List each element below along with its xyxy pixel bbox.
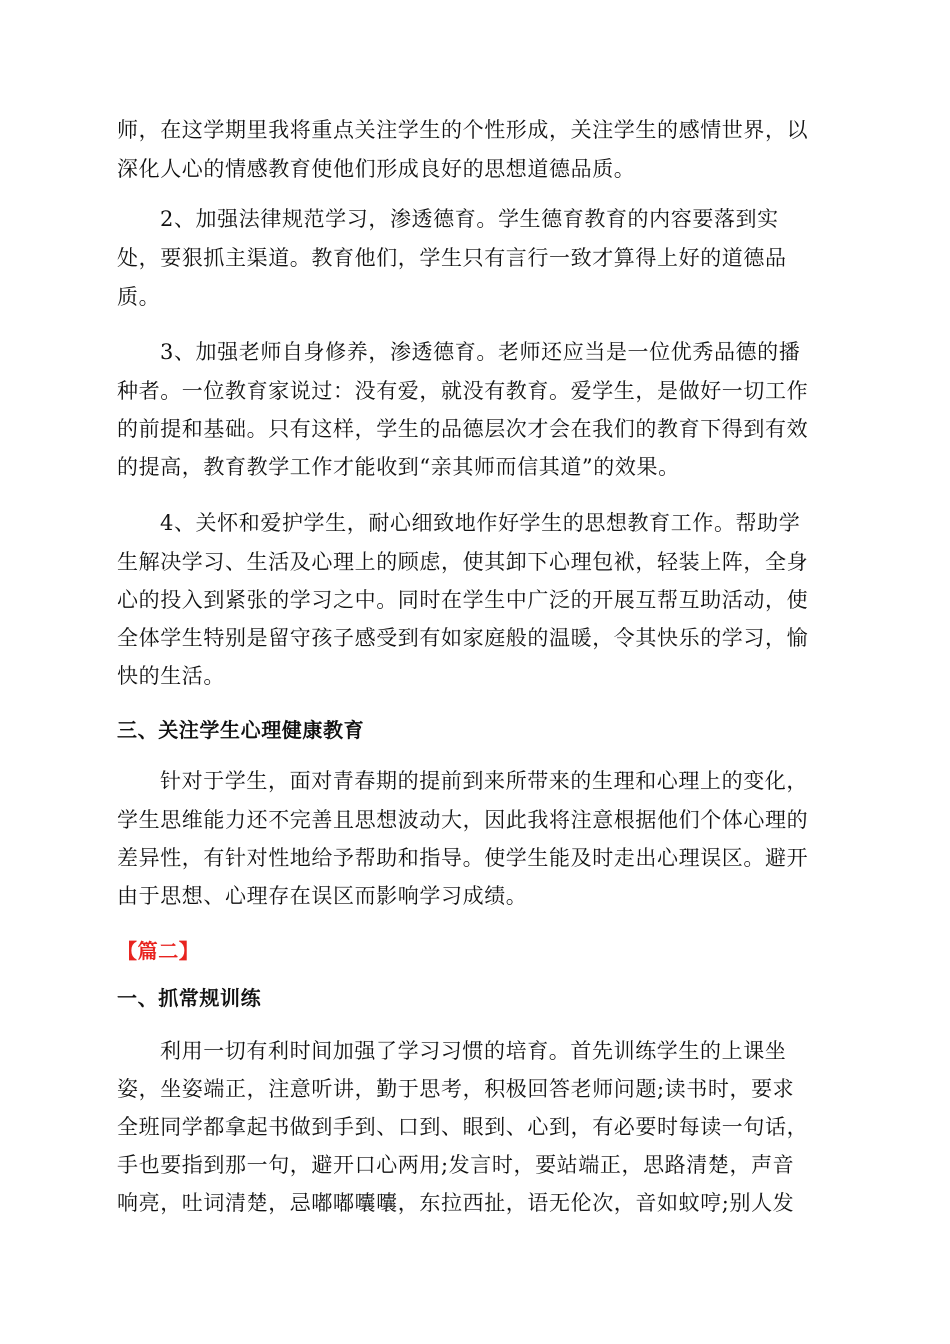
text-line: 生解决学习、生活及心理上的顾虑，使其卸下心理包袱，轻装上阵，全身 [117, 550, 809, 574]
text-line: 针对于学生，面对青春期的提前到来所带来的生理和心理上的变化， [160, 769, 808, 793]
text-line: 心的投入到紧张的学习之中。同时在学生中广泛的开展互帮互助活动，使 [117, 588, 809, 612]
text-line: 的前提和基础。只有这样，学生的品德层次才会在我们的教育下得到有效 [117, 417, 809, 441]
text-line: 的提高，教育教学工作才能收到“亲其师而信其道”的效果。 [117, 455, 680, 479]
text-line: 响亮，吐词清楚，忌嘟嘟囔囔，东拉西扯，语无伦次，音如蚊哼;别人发 [117, 1191, 795, 1215]
text-line: 深化人心的情感教育使他们形成良好的思想道德品质。 [117, 157, 636, 181]
text-line: 差异性，有针对性地给予帮助和指导。使学生能及时走出心理误区。避开 [117, 846, 809, 870]
text-line: 由于思想、心理存在误区而影响学习成绩。 [117, 884, 528, 908]
text-line: 种者。一位教育家说过：没有爱，就没有教育。爱学生，是做好一切工作 [117, 379, 809, 403]
text-line: 4、关怀和爱护学生，耐心细致地作好学生的思想教育工作。帮助学 [160, 511, 801, 535]
text-line: 利用一切有利时间加强了学习习惯的培育。首先训练学生的上课坐 [160, 1039, 787, 1063]
text-line: 全班同学都拿起书做到手到、口到、眼到、心到，有必要时每读一句话， [117, 1115, 809, 1139]
text-line: 3、加强老师自身修养，渗透德育。老师还应当是一位优秀品德的播 [160, 340, 801, 364]
text-line: 姿，坐姿端正，注意听讲，勤于思考，积极回答老师问题;读书时，要求 [117, 1077, 795, 1101]
text-line: 学生思维能力还不完善且思想波动大，因此我将注意根据他们个体心理的 [117, 808, 809, 832]
text-line: 质。 [117, 285, 161, 309]
text-line: 师，在这学期里我将重点关注学生的个性形成，关注学生的感情世界，以 [117, 118, 809, 142]
section-heading-mental-health: 三、关注学生心理健康教育 [117, 718, 365, 742]
section-heading-routine-training: 一、抓常规训练 [117, 986, 262, 1010]
text-line: 处，要狠抓主渠道。教育他们，学生只有言行一致才算得上好的道德品 [117, 246, 787, 270]
text-line: 2、加强法律规范学习，渗透德育。学生德育教育的内容要落到实 [160, 207, 779, 231]
text-line: 快的生活。 [117, 664, 225, 688]
section-label-part-two: 【篇二】 [117, 939, 200, 963]
text-line: 手也要指到那一句，避开口心两用;发言时，要站端正，思路清楚，声音 [117, 1153, 795, 1177]
text-line: 全体学生特别是留守孩子感受到有如家庭般的温暖，令其快乐的学习，愉 [117, 626, 809, 650]
